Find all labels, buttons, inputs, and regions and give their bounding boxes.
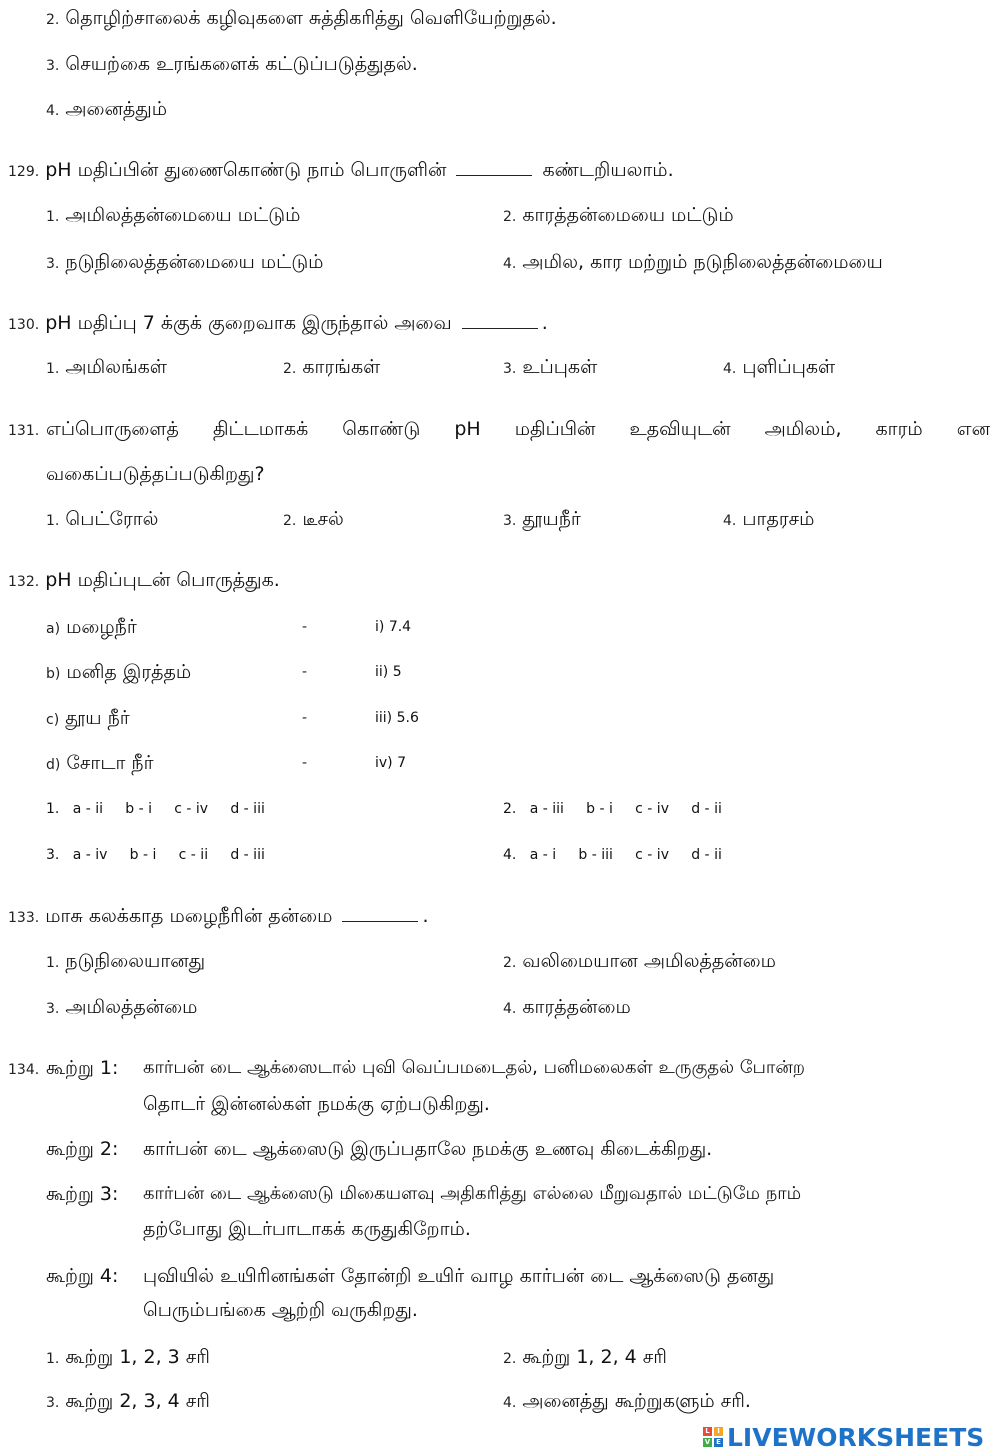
match-dash: - [302,664,308,680]
q131-option-1[interactable]: 1. பெட்ரோல் [46,508,159,530]
q133-option-1[interactable]: 1. நடுநிலையானது [46,950,206,972]
match-dash: - [302,710,308,726]
intro-option-4: 4. அனைத்தும் [46,98,168,120]
match-row-d: d) சோடா நீர் [46,752,154,774]
match-row-b: b) மனித இரத்தம் [46,661,192,683]
match-dash: - [302,619,308,635]
q131-option-3[interactable]: 3. தூயநீர் [503,508,581,530]
question-130: 130. pH மதிப்பு 7 க்குக் குறைவாக இருந்தால் அவை . [8,312,548,334]
statement-4-line-1: புவியில் உயிரினங்கள் தோன்றி உயிர் வாழ கார்பன் டை ஆக்ஸைடு தனது [143,1265,775,1287]
logo-text: LIVEWORKSHEETS [727,1422,985,1452]
statement-1-label: கூற்று 1: [46,1057,119,1079]
q132-option-4[interactable]: 4. a - i b - iii c - iv d - ii [503,847,722,863]
q129-option-3[interactable]: 3. நடுநிலைத்தன்மையை மட்டும் [46,251,324,273]
statement-2-label: கூற்று 2: [46,1138,119,1160]
match-value-i: i) 7.4 [375,619,412,635]
question-134: 134. [8,1062,40,1078]
logo-grid-cell: V [704,1438,711,1446]
intro-option-3: 3. செயற்கை உரங்களைக் கட்டுப்படுத்துதல். [46,53,418,75]
statement-4-label: கூற்று 4: [46,1265,119,1287]
q133-option-3[interactable]: 3. அமிலத்தன்மை [46,996,198,1018]
q133-option-4[interactable]: 4. காரத்தன்மை [503,996,631,1018]
statement-2-line-1: கார்பன் டை ஆக்ஸைடு இருப்பதாலே நமக்கு உணவு கிடைக்கிறது. [143,1138,713,1160]
question-133: 133. மாசு கலக்காத மழைநீரின் தன்மை . [8,905,429,927]
match-value-iv: iv) 7 [375,755,407,771]
match-dash: - [302,755,308,771]
liveworksheets-logo [703,1422,984,1452]
q130-option-2[interactable]: 2. காரங்கள் [283,356,381,378]
statement-1-line-1: கார்பன் டை ஆக்ஸைடால் புவி வெப்பமடைதல், பனிமலைகள் உருகுதல் போன்ற [143,1057,806,1078]
q131-line-2: வகைப்படுத்தப்படுகிறது? [46,463,265,485]
answer-blank [456,161,532,176]
answer-blank [342,907,418,922]
q134-option-4[interactable]: 4. அனைத்து கூற்றுகளும் சரி. [503,1390,751,1412]
q132-option-2[interactable]: 2. a - iii b - i c - iv d - ii [503,801,722,817]
match-value-ii: ii) 5 [375,664,402,680]
statement-3-line-1: கார்பன் டை ஆக்ஸைடு மிகையளவு அதிகரித்து எல்லை மீறுவதால் மட்டுமே நாம் [143,1183,802,1204]
q133-option-2[interactable]: 2. வலிமையான அமிலத்தன்மை [503,950,776,972]
q134-option-2[interactable]: 2. கூற்று 1, 2, 4 சரி [503,1346,667,1368]
question-129: 129. pH மதிப்பின் துணைகொண்டு நாம் பொருளின் கண்டறியலாம். [8,159,674,181]
match-row-a: a) மழைநீர் [46,616,137,638]
q130-option-1[interactable]: 1. அமிலங்கள் [46,356,167,378]
q132-option-1[interactable]: 1. a - ii b - i c - iv d - iii [46,801,265,817]
intro-option-2: 2. தொழிற்சாலைக் கழிவுகளை சுத்திகரித்து வெளியேற்றுதல். [46,7,557,29]
q129-option-2[interactable]: 2. காரத்தன்மையை மட்டும் [503,204,734,226]
q129-option-4[interactable]: 4. அமில, கார மற்றும் நடுநிலைத்தன்மையை [503,251,883,273]
q130-option-4[interactable]: 4. புளிப்புகள் [723,356,836,378]
statement-1-line-2: தொடர் இன்னல்கள் நமக்கு ஏற்படுகிறது. [143,1093,490,1115]
logo-grid-cell: L [703,1427,712,1436]
logo-grid-cell: I [714,1427,723,1436]
statement-3-label: கூற்று 3: [46,1183,119,1205]
q134-option-1[interactable]: 1. கூற்று 1, 2, 3 சரி [46,1346,210,1368]
match-row-c: c) தூய நீர் [46,707,130,729]
match-value-iii: iii) 5.6 [375,710,419,726]
q129-option-1[interactable]: 1. அமிலத்தன்மையை மட்டும் [46,204,301,226]
logo-grid-icon [703,1427,723,1447]
answer-blank [462,314,538,329]
logo-grid-cell: E [714,1438,723,1447]
q131-option-4[interactable]: 4. பாதரசம் [723,508,815,530]
q134-option-3[interactable]: 3. கூற்று 2, 3, 4 சரி [46,1390,210,1412]
statement-4-line-2: பெரும்பங்கை ஆற்றி வருகிறது. [143,1299,418,1321]
q131-option-2[interactable]: 2. டீசல் [283,508,344,530]
statement-3-line-2: தற்போது இடர்பாடாகக் கருதுகிறோம். [143,1218,471,1240]
question-131: 131. [8,423,40,439]
q132-option-3[interactable]: 3. a - iv b - i c - ii d - iii [46,847,265,863]
question-132: 132. pH மதிப்புடன் பொருத்துக. [8,569,280,591]
q131-line-1: எப்பொருளைத் திட்டமாகக் கொண்டு pH மதிப்பின் உதவியுடன் அமிலம், காரம் என [46,418,990,440]
q130-option-3[interactable]: 3. உப்புகள் [503,356,598,378]
